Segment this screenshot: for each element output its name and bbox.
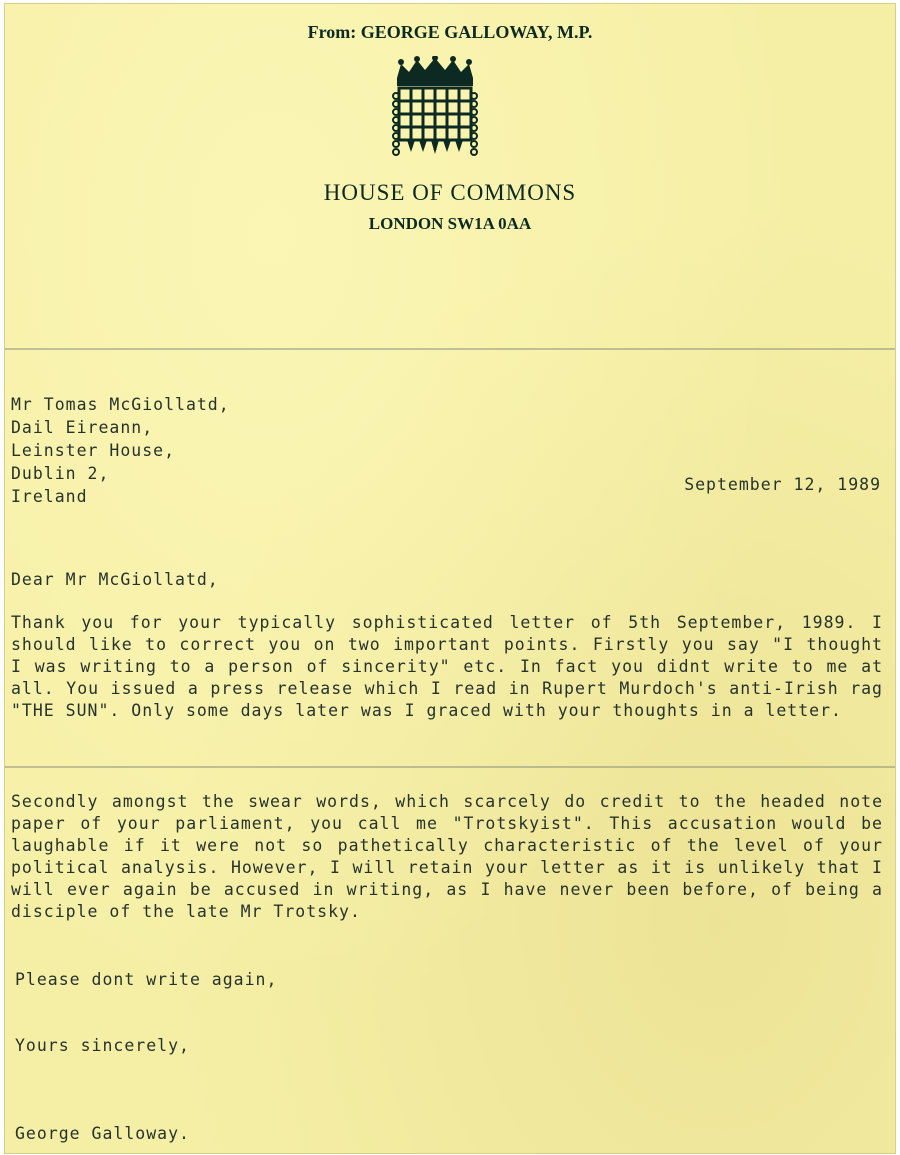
body-paragraph-1: Thank you for your typically sophisticated letter of 5th September, 1989. I should like to correct you on two important points. Firstly you say "I thought I was writing to a person of sincerity" etc. In fact you didnt write to me at all. You issued a press release which I read in Rupert Murdoch's anti-Irish rag "THE SUN". Only some days later was I graced with your thoughts in a letter. [11,613,883,720]
closing-valediction: Yours sincerely, [15,1036,190,1055]
letterhead-institution: HOUSE OF COMMONS [323,180,577,205]
closing-request: Please dont write again, [15,970,278,989]
recipient-address [11,393,230,508]
portcullis-crown-icon [391,56,479,160]
letterhead-address: LONDON SW1A 0AA [368,214,532,233]
fold-line-top [5,348,895,350]
body-paragraph-2: Secondly amongst the swear words, which scarcely do credit to the headed note paper of your parliament, you call me "Trotskyist". This accusation would be laughable if it were not so pathetically characteristic of the level of your political analysis. However, I will retain your letter as it is unlikely that I will ever again be accused in writing, as I have never been before, of being a disciple of the late Mr Trotsky. [11,792,883,921]
salutation: Dear Mr McGiollatd, [11,570,219,589]
letterhead-from: From: GEORGE GALLOWAY, M.P. [307,22,593,42]
letter-sheet [4,3,896,1154]
recipient-line: Ireland [11,487,88,506]
recipient-line: Leinster House, [11,441,176,460]
fold-line-bottom [5,766,895,768]
letter-date: September 12, 1989 [684,475,881,494]
signature: George Galloway. [15,1124,190,1143]
recipient-line: Dail Eireann, [11,418,154,437]
recipient-line: Mr Tomas McGiollatd, [11,395,230,414]
recipient-line: Dublin 2, [11,464,110,483]
